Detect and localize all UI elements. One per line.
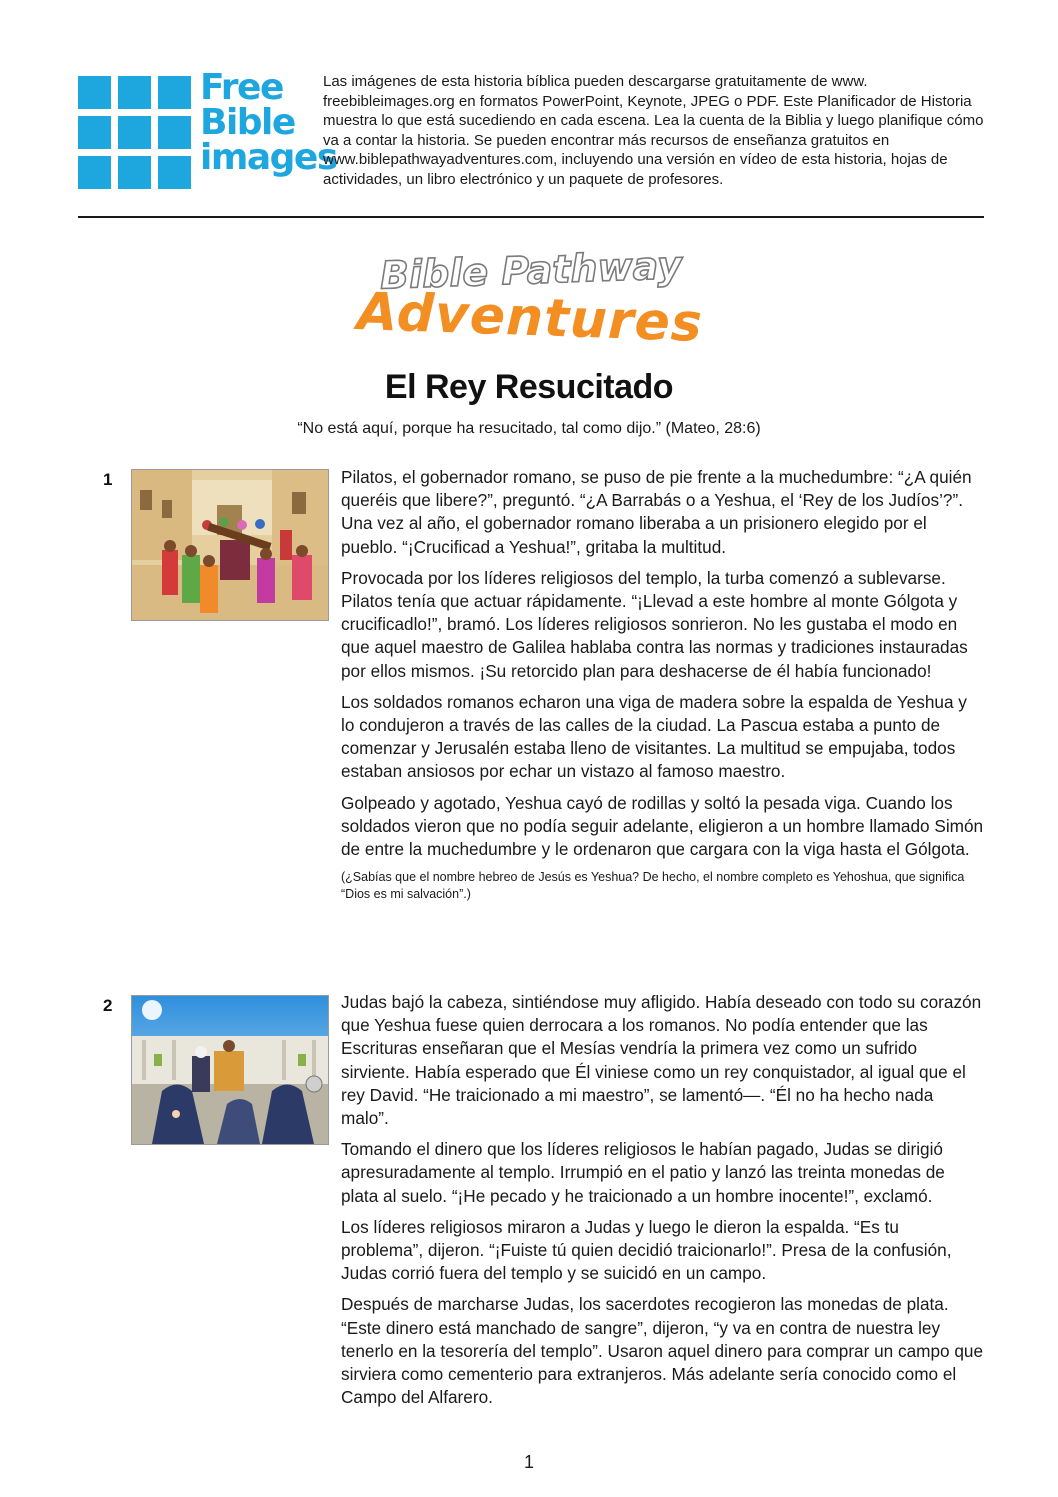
intro-text: Las imágenes de esta historia bíblica pueden descargarse gratuitamente de www. freebibleimages.org en formatos PowerPoint, Keynote, JPEG o PDF. Este Planificador de Historia muestra lo que está sucediendo en cada escena. Lea la cuenta de la Biblia y luego planifique cómo va a contar la historia. Se pueden encontrar más recursos de enseñanza gratuitos en www.biblepathwayadventures.com, incluyendo una versión en vídeo de esta historia, hojas de actividades, un libro electrónico y un paquete de profesores. xyxy=(323,73,984,188)
header-divider xyxy=(78,216,984,218)
crowd-street-illustration xyxy=(132,470,328,620)
temple-court-illustration xyxy=(132,996,328,1144)
brand-bottom-text: Adventures xyxy=(356,281,704,355)
logo-word-bible: Bible xyxy=(200,102,295,143)
scene-paragraph: Judas bajó la cabeza, sintiéndose muy afligido. Había deseado con todo su corazón que Yeshua fuese quien derrocara a los romanos. No podía entender que las Escrituras enseñaran que el Mesías vendría la primera vez como un sufrido sirviente. Había esperado que Él viniese como un rey conquistador, al igual que el rey David. “He traicionado a mi maestro”, se lamentó—. “Él no ha hecho nada malo”. xyxy=(341,992,982,1129)
scene-number: 1 xyxy=(103,470,113,489)
scene-paragraph: Los soldados romanos echaron una viga de madera sobre la espalda de Yeshua y lo condujeron a través de las calles de la ciudad. La Pascua estaba a punto de comenzar y Jerusalén estaba lleno de visitantes. La multitud se empujaba, todos estaban ansiosos por echar un vistazo al famoso maestro. xyxy=(341,691,967,782)
scene-paragraph: Después de marcharse Judas, los sacerdotes recogieron las monedas de plata. “Este dinero está manchado de sangre”, dijeron, “y va en contra de nuestra ley tenerlo en la tesorería del templo”. Usaron aquel dinero para comprar un campo que sirviera como cementerio para extranjeros. Más adelante sería conocido como el Campo del Alfarero. xyxy=(341,1294,984,1408)
freebibleimages-logo xyxy=(78,67,337,196)
scene-paragraph: Pilatos, el gobernador romano, se puso de pie frente a la muchedumbre: “¿A quién queréis que libere?”, preguntó. “¿A Barrabás o a Yeshua, el ‘Rey de los Judíos’?”. Una vez al año, el gobernador romano liberaba a un prisionero elegido por el pueblo. “¡Crucificad a Yeshua!”, gritaba la multitud. xyxy=(341,467,972,557)
page-header xyxy=(78,67,984,220)
scene-2-illustration xyxy=(131,995,329,1145)
logo-grid-icon xyxy=(78,76,191,189)
bible-pathway-adventures-logo xyxy=(340,240,720,364)
scripture-quote: “No está aquí, porque ha resucitado, tal como dijo.” (Mateo, 28:6) xyxy=(297,420,761,437)
page-number: 1 xyxy=(523,1452,534,1472)
scene-note: (¿Sabías que el nombre hebreo de Jesús es Yeshua? De hecho, el nombre completo es Yehoshua, que significa “Dios es mi salvación”.) xyxy=(341,870,965,901)
logo-word-images: images xyxy=(200,137,337,178)
scene-1-illustration xyxy=(131,469,329,621)
logo-word-free: Free xyxy=(200,67,283,108)
scene-2-text xyxy=(341,991,985,1417)
scene-paragraph: Los líderes religiosos miraron a Judas y luego le dieron la espalda. “Es tu problema”, dijeron. “¡Fuiste tú quien decidió traicionarlo!”. Presa de la confusión, Judas corrió fuera del templo y se suicidó en un campo. xyxy=(341,1216,952,1284)
scene-paragraph: Provocada por los líderes religiosos del templo, la turba comenzó a sublevarse. Pilatos tenía que actuar rápidamente. “¡Llevad a este hombre al monte Gólgota y crucificadlo!”, bramó. Los líderes religiosos sonrieron. No les gustaba el modo en que aquel maestro de Galilea hablaba contra las normas y tradiciones instauradas por ellos mismos. ¡Su retorcido plan para deshacerse de él había funcionado! xyxy=(341,567,968,681)
logo-wordmark xyxy=(200,67,337,178)
page-title: El Rey Resucitado xyxy=(384,368,674,406)
scene-number: 2 xyxy=(103,996,113,1015)
scene-1-text xyxy=(341,466,985,910)
scene-paragraph: Golpeado y agotado, Yeshua cayó de rodillas y soltó la pesada viga. Cuando los soldados vieron que no podía seguir adelante, eligieron a un hombre llamado Simón de entre la muchedumbre y le ordenaron que cargara con la viga hasta el Gólgota. xyxy=(341,792,984,860)
scene-paragraph: Tomando el dinero que los líderes religiosos le habían pagado, Judas se dirigió apresuradamente al templo. Irrumpió en el patio y lanzó las treinta monedas de plata al suelo. “¡He pecado y he traicionado a un hombre inocente!”, exclamó. xyxy=(341,1139,945,1206)
brand-top-text: Bible Pathway xyxy=(379,243,683,298)
